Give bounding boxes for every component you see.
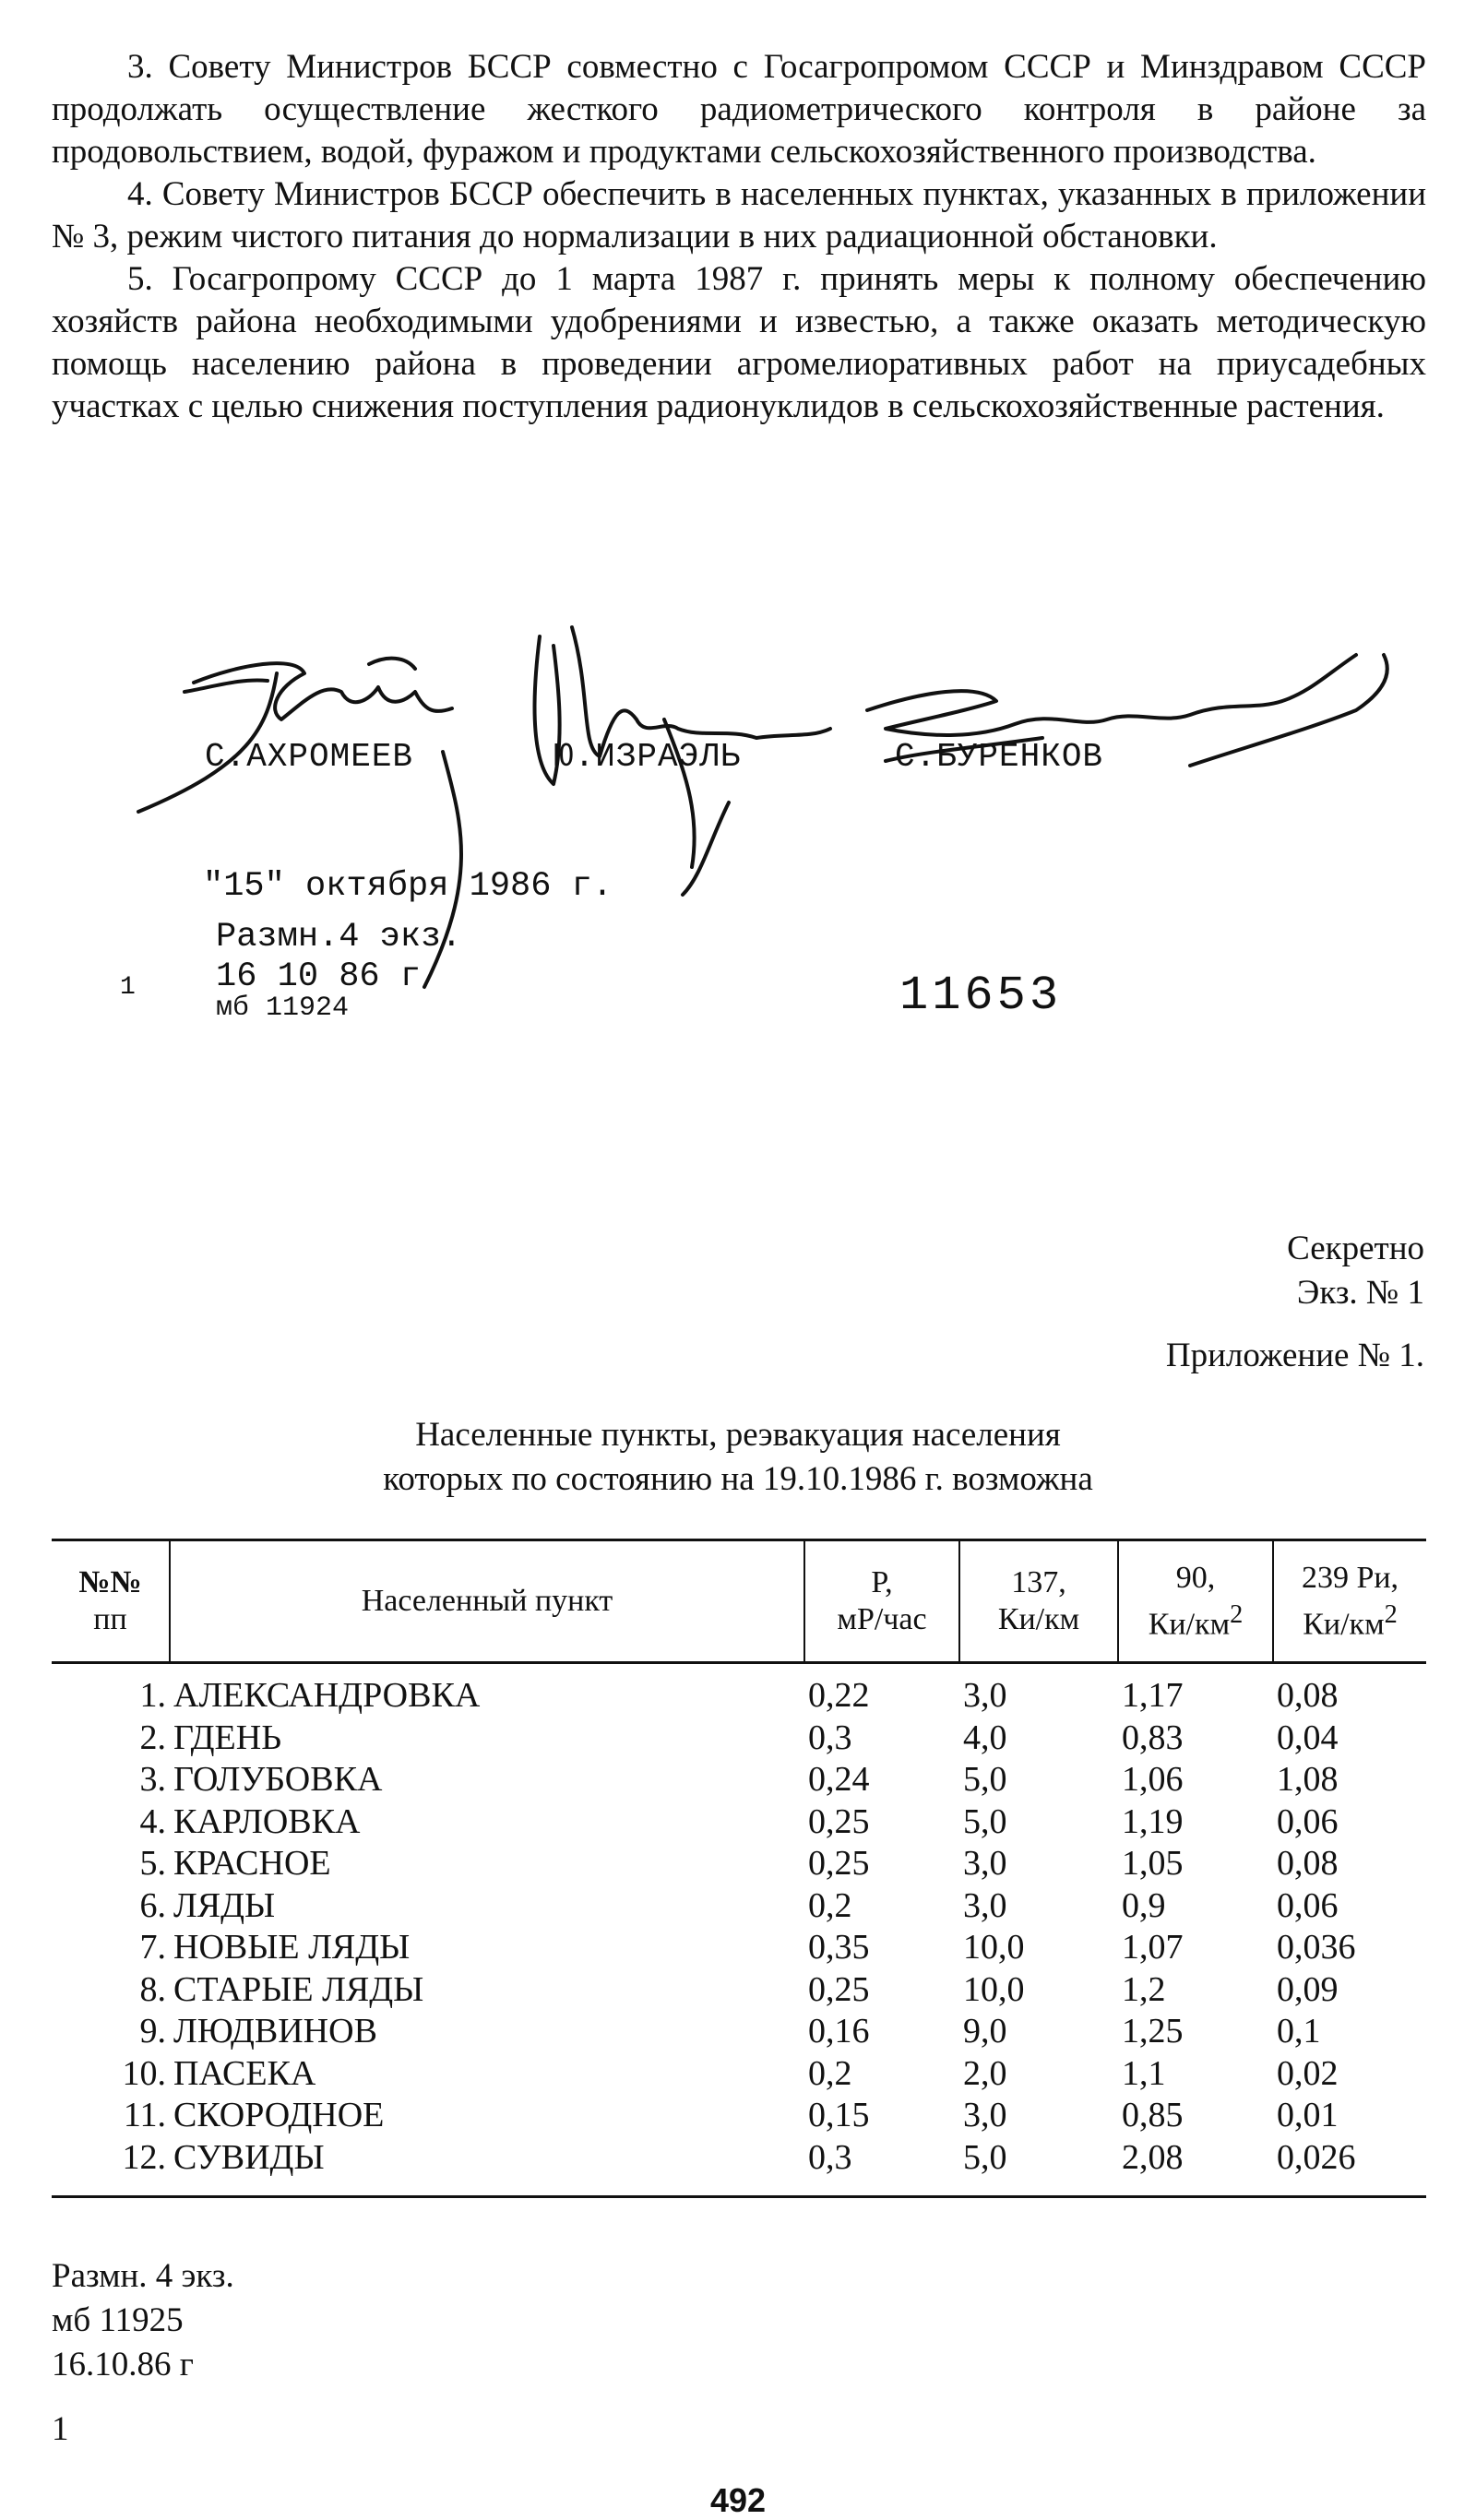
sr90-value: 1,05	[1122, 1844, 1184, 1884]
settlements-table	[52, 1539, 1426, 2198]
row-number: 2.	[139, 1718, 166, 1757]
sr90-value: 1,07	[1122, 1928, 1184, 1967]
cs137-value: 9,0	[963, 2012, 1007, 2051]
table-title-line-1: Населенные пункты, реэвакуация населения	[415, 1416, 1061, 1454]
footer-mark: 1	[52, 2410, 69, 2448]
settlement-name: ГОЛУБОВКА	[173, 1760, 383, 1800]
sr90-value: 0,83	[1122, 1718, 1184, 1757]
table-row	[52, 1843, 1426, 1885]
pu239-value: 0,04	[1277, 1718, 1339, 1757]
typed-ref: мб 11924	[216, 993, 350, 1015]
table-row	[52, 1801, 1426, 1844]
cs137-value: 3,0	[963, 1676, 1007, 1716]
sr90-value: 1,19	[1122, 1801, 1184, 1841]
sr90-value: 1,25	[1122, 2012, 1184, 2051]
row-number: 7.	[139, 1928, 166, 1967]
header-cs137: 137, Ки/км	[959, 1540, 1118, 1663]
signing-date: "15" октября 1986 г.	[203, 867, 613, 906]
pu239-value: 1,08	[1277, 1760, 1339, 1800]
cs137-value: 10,0	[963, 1928, 1025, 1967]
settlement-name: СКОРОДНОЕ	[173, 2096, 385, 2135]
table-row	[52, 2011, 1426, 2053]
header-settlement: Населенный пункт	[170, 1540, 804, 1663]
registration-number: 11653	[899, 969, 1063, 1023]
table-row	[52, 2095, 1426, 2137]
signer-name-akhromeev: С.АХРОМЕЕВ	[205, 738, 414, 776]
header-exposure-rate: Р, мР/час	[804, 1540, 959, 1663]
footer-ref: мб 11925	[52, 2301, 184, 2339]
table-row	[52, 2137, 1426, 2197]
table-header-row	[52, 1540, 1426, 1663]
settlement-name: СТАРЫЕ ЛЯДЫ	[173, 1969, 424, 2009]
appendix-label: Приложение № 1.	[1165, 1337, 1424, 1374]
settlement-name: ЛЯДЫ	[173, 1885, 276, 1925]
settlement-name: СУВИДЫ	[173, 2137, 325, 2177]
sr90-value: 2,08	[1122, 2137, 1184, 2177]
table-row	[52, 1927, 1426, 1969]
signature-block	[0, 600, 1476, 1079]
cs137-value: 5,0	[963, 1801, 1007, 1841]
table-title-line-2: которых по состоянию на 19.10.1986 г. возможна	[383, 1460, 1093, 1498]
header-pu239: 239 Ри, $Ки/км^2$	[1273, 1540, 1426, 1663]
exposure-rate: 0,24	[808, 1760, 870, 1800]
row-number: 9.	[139, 2012, 166, 2051]
cs137-value: 5,0	[963, 1760, 1007, 1800]
table-row	[52, 1663, 1426, 1718]
header-sr90: 90, $Ки/км^2$	[1118, 1540, 1273, 1663]
table-row	[52, 2053, 1426, 2096]
footer-date: 16.10.86 г	[52, 2346, 194, 2383]
exposure-rate: 0,16	[808, 2012, 870, 2051]
row-number: 11.	[123, 2096, 166, 2135]
settlement-name: ЛЮДВИНОВ	[173, 2012, 377, 2051]
exposure-rate: 0,15	[808, 2096, 870, 2135]
footer-copies: Размн. 4 экз.	[52, 2257, 234, 2295]
row-number: 1.	[139, 1676, 166, 1716]
row-number: 3.	[139, 1760, 166, 1800]
exposure-rate: 0,2	[808, 2053, 852, 2093]
pu239-value: 0,036	[1277, 1928, 1356, 1967]
signer-name-burenkov: С.БУРЕНКОВ	[895, 738, 1104, 776]
paragraph-4: 4. Совету Министров БССР обеспечить в населенных пунктах, указанных в приложении № 3, режим чистого питания до нормализации в них радиационной обстановки.	[52, 175, 1426, 256]
exposure-rate: 0,2	[808, 1885, 852, 1925]
cs137-value: 10,0	[963, 1969, 1025, 2009]
row-number: 4.	[139, 1801, 166, 1841]
table-row	[52, 1759, 1426, 1801]
cs137-value: 3,0	[963, 2096, 1007, 2135]
cs137-value: 3,0	[963, 1844, 1007, 1884]
cs137-value: 2,0	[963, 2053, 1007, 2093]
row-number: 10.	[122, 2053, 166, 2093]
row-number: 12.	[122, 2137, 166, 2177]
margin-mark: 1	[120, 973, 136, 1002]
signer-name-izrael: Ю.ИЗРАЭЛЬ	[554, 738, 742, 776]
table-bottom-rule	[52, 2197, 1426, 2199]
sr90-value: 1,06	[1122, 1760, 1184, 1800]
sr90-value: 0,85	[1122, 2096, 1184, 2135]
sr90-value: 1,17	[1122, 1676, 1184, 1716]
page-number: 492	[709, 2481, 767, 2519]
copy-number: Экз. № 1	[1296, 1274, 1424, 1312]
table-row	[52, 1885, 1426, 1928]
pu239-value: 0,01	[1277, 2096, 1339, 2135]
row-number: 5.	[139, 1844, 166, 1884]
sr90-value: 0,9	[1122, 1885, 1166, 1925]
body-text	[52, 46, 1426, 428]
table-row	[52, 1718, 1426, 1760]
row-number: 6.	[139, 1885, 166, 1925]
exposure-rate: 0,3	[808, 2137, 852, 2177]
cs137-value: 3,0	[963, 1885, 1007, 1925]
pu239-value: 0,08	[1277, 1676, 1339, 1716]
exposure-rate: 0,25	[808, 1844, 870, 1884]
secret-label: Секретно	[1287, 1230, 1424, 1267]
settlement-name: КРАСНОЕ	[173, 1844, 331, 1884]
settlement-name: КАРЛОВКА	[173, 1801, 361, 1841]
copies-note: Размн.4 экз.	[216, 918, 462, 957]
exposure-rate: 0,25	[808, 1801, 870, 1841]
typed-date: 16 10 86 г	[216, 957, 422, 996]
pu239-value: 0,08	[1277, 1844, 1339, 1884]
settlement-name: ГДЕНЬ	[173, 1718, 282, 1757]
paragraph-5: 5. Госагропрому СССР до 1 марта 1987 г. принять меры к полному обеспечению хозяйств района необходимыми удобрениями и известью, а также оказать методическую помощь населению района в проведении агромелиоративных работ на приусадебных участках с целью снижения поступления радионуклидов в сельскохозяйственные растения.	[52, 260, 1426, 425]
exposure-rate: 0,35	[808, 1928, 870, 1967]
exposure-rate: 0,25	[808, 1969, 870, 2009]
sr90-value: 1,1	[1122, 2053, 1166, 2093]
pu239-value: 0,06	[1277, 1801, 1339, 1841]
settlement-name: НОВЫЕ ЛЯДЫ	[173, 1928, 411, 1967]
pu239-value: 0,026	[1277, 2137, 1356, 2177]
pu239-value: 0,02	[1277, 2053, 1339, 2093]
paragraph-3: 3. Совету Министров БССР совместно с Госагропромом СССР и Минздравом СССР продолжать осуществление жесткого радиометрического контроля в районе за продовольствием, водой, фуражом и продуктами сельскохозяйственного производства.	[52, 48, 1426, 171]
settlement-name: ПАСЕКА	[173, 2053, 316, 2093]
sr90-value: 1,2	[1122, 1969, 1166, 2009]
exposure-rate: 0,22	[808, 1676, 870, 1716]
pu239-value: 0,09	[1277, 1969, 1339, 2009]
cs137-value: 4,0	[963, 1718, 1007, 1757]
exposure-rate: 0,3	[808, 1718, 852, 1757]
pu239-value: 0,06	[1277, 1885, 1339, 1925]
pu239-value: 0,1	[1277, 2012, 1321, 2051]
header-number: №№ пп	[52, 1540, 170, 1663]
table-row	[52, 1969, 1426, 2012]
settlement-name: АЛЕКСАНДРОВКА	[173, 1676, 481, 1716]
cs137-value: 5,0	[963, 2137, 1007, 2177]
row-number: 8.	[139, 1969, 166, 2009]
